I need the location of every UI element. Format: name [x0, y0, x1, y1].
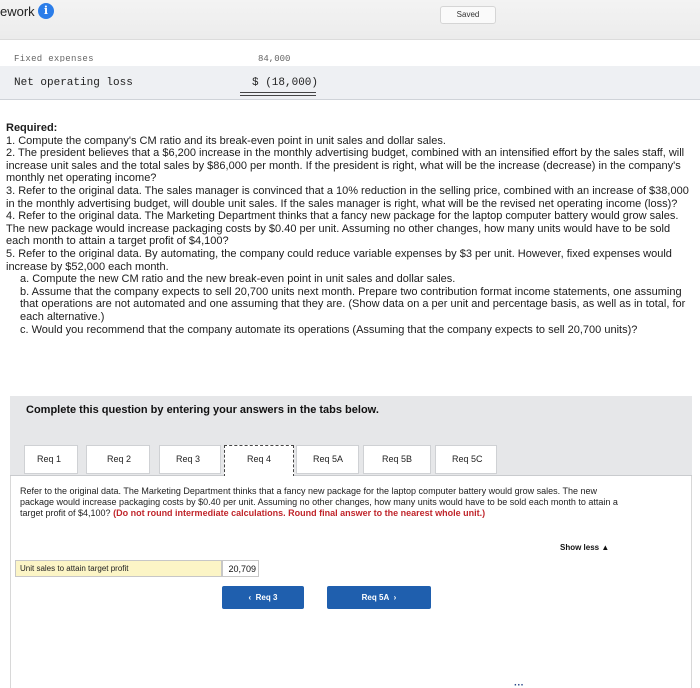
tab-req-5c[interactable]: Req 5C [435, 445, 497, 474]
net-operating-loss-label: Net operating loss [14, 77, 133, 89]
app-title: ework [0, 4, 35, 19]
net-operating-loss-value: $ (18,000) [252, 77, 319, 89]
tab-req-3[interactable]: Req 3 [159, 445, 221, 474]
required-item: 5. Refer to the original data. By automating, the company could reduce variable expenses by $3 per unit. However, fixed expenses would increase by $52,000 each month. [6, 247, 672, 273]
saved-status-badge: Saved [440, 6, 496, 24]
required-item: 2. The president believes that a $6,200 increase in the monthly advertising budget, combined with an intensified effort by the sales staff, will increase unit sales and the total sales by $86,000 per month. If the president is right, what will be the increase (decrease) in the company's monthly net operating income? [6, 147, 685, 185]
chevron-left-icon: ‹ [248, 593, 252, 602]
info-icon[interactable]: i [38, 3, 54, 19]
question-text [20, 486, 630, 519]
show-less-link[interactable]: Show less ▲ [560, 543, 610, 552]
panel-instruction: Complete this question by entering your answers in the tabs below. [26, 404, 379, 416]
tab-req-5a[interactable]: Req 5A [296, 445, 359, 474]
required-item: 4. Refer to the original data. The Marketing Department thinks that a fancy new package for the laptop computer battery would grow sales. The new package would increase packaging costs by $0.40 per unit. Assuming no other changes, how many units would have to be sold each month to attain a target profit of $4,100? [6, 210, 679, 248]
required-sub-item: a. Compute the new CM ratio and the new break-even point in unit sales and dollar sales. [20, 273, 456, 286]
required-item: 3. Refer to the original data. The sales manager is convinced that a 10% reduction in the selling price, combined with an increase of $38,000 in the monthly advertising budget, will double unit sales. If the sales manager is right, what will be the revised net operating income (loss)? [6, 184, 689, 210]
required-title: Required: [6, 122, 58, 134]
question-note: (Do not round intermediate calculations. Round final answer to the nearest whole unit.) [113, 508, 486, 518]
top-bar [0, 0, 700, 40]
unit-sales-input[interactable] [222, 560, 259, 577]
panel-header [10, 396, 692, 436]
answer-label: Unit sales to attain target profit [15, 560, 222, 577]
required-sub-item: b. Assume that the company expects to sell 20,700 units next month. Prepare two contribution format income statements, one assuming that operations are not automated and one assuming that they are. (Show data on a per unit and percentage basis, as well as in total, for each alternative.) [20, 285, 686, 323]
required-sub-item: c. Would you recommend that the company automate its operations (Assuming that the company expects to sell 20,700 units)? [20, 323, 638, 336]
next-button[interactable] [327, 586, 431, 609]
tab-req-4[interactable]: Req 4 [224, 445, 294, 477]
fixed-expenses-label: Fixed expenses [14, 54, 94, 62]
prev-button-label: Req 3 [255, 593, 278, 602]
required-section [6, 122, 696, 336]
tab-req-1[interactable]: Req 1 [24, 445, 78, 474]
tab-req-5b[interactable]: Req 5B [363, 445, 431, 474]
tab-req-2[interactable]: Req 2 [86, 445, 150, 474]
prev-button[interactable] [222, 586, 304, 609]
more-icon: ··· [514, 680, 524, 688]
fixed-expenses-value: 84,000 [258, 54, 291, 62]
double-underline-bottom [240, 95, 316, 96]
next-button-label: Req 5A [361, 593, 390, 602]
question-body: Refer to the original data. The Marketing Department thinks that a fancy new package for the laptop computer battery would grow sales. The new package would increase packaging costs by $0.40 per unit. Assuming no other changes, how many units would have to be sold each month to attain a target profit of $4,100? [20, 486, 618, 518]
double-underline-top [240, 92, 316, 93]
chevron-right-icon: › [393, 593, 397, 602]
required-item: 1. Compute the company's CM ratio and its break-even point in unit sales and dollar sales. [6, 134, 446, 147]
